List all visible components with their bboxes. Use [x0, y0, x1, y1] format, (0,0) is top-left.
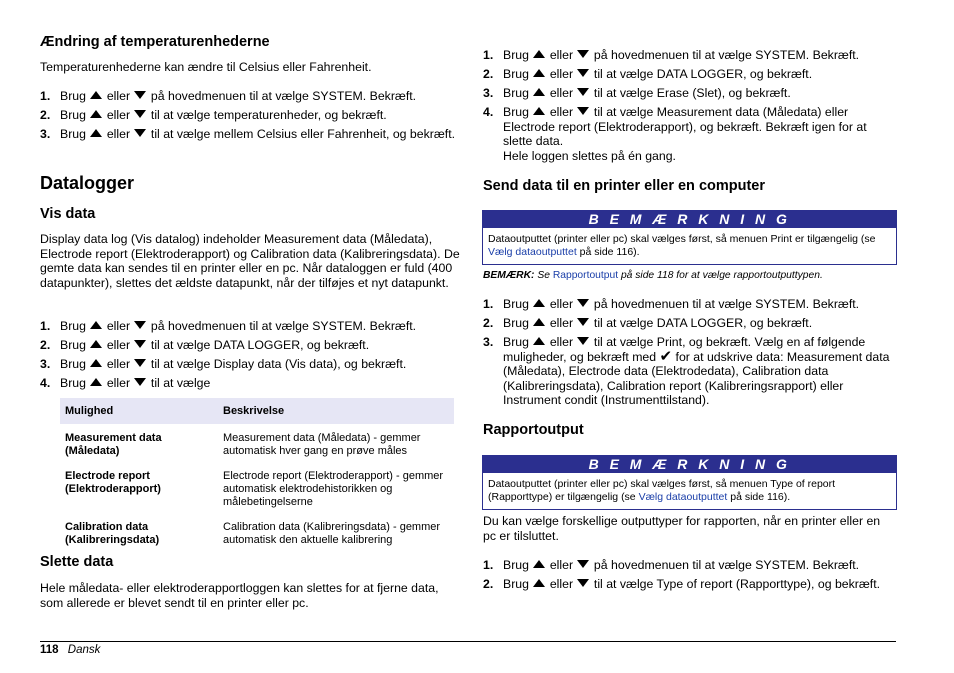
list-item: 3. Brug eller til at vælge Print, og bekræft. Vælg en af følgende muligheder, og bekræft med ✔ for at udskrive data: Measurement data (Måledata), Electrode data (Elektrodedata), Calibration data (Kalibreringsdata), Calibration report (Kalibreringsrapport) eller Instrument condit (Instrumenttilstand).	[483, 335, 890, 407]
up-arrow-icon	[533, 337, 545, 345]
down-arrow-icon	[134, 359, 146, 367]
note-body: Dataoutputtet (printer eller pc) skal vælges først, så menuen Type of report (Rapporttype) er tilgængelig (se Vælg dataoutputtet på side 116).	[488, 478, 836, 503]
list-item: 2. Brug eller til at vælge DATA LOGGER, og bekræft.	[483, 316, 813, 330]
up-arrow-icon	[90, 91, 102, 99]
down-arrow-icon	[577, 579, 589, 587]
remark: BEMÆRK: Se Rapportoutput på side 118 for at vælge rapportoutputtypen.	[483, 270, 823, 281]
down-arrow-icon	[134, 129, 146, 137]
down-arrow-icon	[577, 50, 589, 58]
table-header: Beskrivelse	[218, 398, 454, 424]
link-vaelg-dataoutputtet[interactable]: Vælg dataoutputtet	[638, 490, 728, 503]
erase-result: Hele loggen slettes på én gang.	[503, 148, 676, 163]
send-steps	[483, 297, 895, 412]
footer	[40, 643, 100, 658]
list-item: 3. Brug eller til at vælge Display data (Vis data), og bekræft.	[40, 357, 407, 371]
up-arrow-icon	[533, 299, 545, 307]
list-item: 4. Brug eller til at vælge Measurement data (Måledata) eller Electrode report (Elektroderapport), og bekræft. Bekræft igen for at slette data. Hele loggen slettes på én gang.	[483, 105, 867, 163]
list-item: 2. Brug eller til at vælge Type of report (Rapporttype), og bekræft.	[483, 577, 881, 591]
table-row	[60, 424, 454, 462]
link-vaelg-dataoutputtet[interactable]: Vælg dataoutputtet	[488, 245, 577, 258]
down-arrow-icon	[134, 321, 146, 329]
up-arrow-icon	[90, 321, 102, 329]
vis-intro: Display data log (Vis datalog) indeholder Measurement data (Måledata), Electrode report (Elektroderapport) og Calibration data (Kalibreringsdata). De gemte data kan sendes til en printer eller en pc. Når dataloggen er fuld (400 datapunkter), slettes det ældste datapunkt, når der tilføjes et nyt datapunkt.	[40, 232, 460, 290]
rapport-intro: Du kan vælge forskellige outputtyper for rapporten, når en printer eller en pc er tilsluttet.	[483, 514, 881, 543]
up-arrow-icon	[533, 318, 545, 326]
page-number: 118	[40, 644, 59, 656]
send-heading: Send data til en printer eller en computer	[483, 178, 766, 194]
up-arrow-icon	[90, 378, 102, 386]
footer-divider	[40, 641, 896, 642]
link-rapportoutput[interactable]: Rapportoutput	[552, 270, 619, 281]
note-box	[482, 210, 897, 265]
down-arrow-icon	[577, 560, 589, 568]
vis-heading: Vis data	[40, 206, 96, 222]
datalogger-heading: Datalogger	[40, 173, 135, 193]
up-arrow-icon	[90, 340, 102, 348]
down-arrow-icon	[134, 340, 146, 348]
rapport-heading: Rapportoutput	[483, 422, 584, 438]
erase-steps	[483, 48, 895, 168]
note-title: B E M Æ R K N I N G	[483, 456, 896, 473]
up-arrow-icon	[533, 560, 545, 568]
down-arrow-icon	[134, 110, 146, 118]
table-cell-desc: Calibration data (Kalibreringsdata) - gemmer automatisk den aktuelle kalibrering	[223, 521, 441, 546]
table-cell-option: Electrode report (Elektroderapport)	[65, 470, 161, 495]
table-cell-desc: Measurement data (Måledata) - gemmer automatisk hver gang en prøve måles	[223, 432, 421, 457]
down-arrow-icon	[577, 318, 589, 326]
table-header-row	[60, 398, 454, 424]
temp-intro: Temperaturenhederne kan ændre til Celsius eller Fahrenheit.	[40, 60, 372, 74]
slette-intro: Hele måledata- eller elektroderapportloggen kan slettes for at fjerne data, som allerede er blevet sendt til en printer eller pc.	[40, 581, 439, 610]
down-arrow-icon	[577, 299, 589, 307]
footer-language: Dansk	[67, 644, 101, 656]
table-row	[60, 513, 454, 551]
table-cell-desc: Electrode report (Elektroderapport) - gemmer automatisk elektrodehistorikken og målebetingelserne	[223, 470, 444, 508]
up-arrow-icon	[533, 69, 545, 77]
list-item: 4. Brug eller til at vælge	[40, 376, 211, 390]
up-arrow-icon	[533, 107, 545, 115]
note-body: Dataoutputtet (printer eller pc) skal vælges først, så menuen Print er tilgængelig (se Vælg dataoutputtet på side 116).	[488, 233, 876, 258]
list-item: 2. Brug eller til at vælge temperaturenheder, og bekræft.	[40, 108, 387, 122]
list-item: 1. Brug eller på hovedmenuen til at vælge SYSTEM. Bekræft.	[40, 89, 417, 103]
down-arrow-icon	[134, 91, 146, 99]
up-arrow-icon	[533, 50, 545, 58]
up-arrow-icon	[533, 579, 545, 587]
up-arrow-icon	[90, 359, 102, 367]
list-item: 1. Brug eller på hovedmenuen til at vælge SYSTEM. Bekræft.	[483, 48, 860, 62]
table-header: Mulighed	[60, 398, 218, 424]
temp-steps	[40, 89, 460, 146]
down-arrow-icon	[577, 69, 589, 77]
table-row	[60, 462, 454, 513]
down-arrow-icon	[577, 107, 589, 115]
table-cell-option: Measurement data (Måledata)	[65, 432, 162, 457]
list-item: 3. Brug eller til at vælge mellem Celsius eller Fahrenheit, og bekræft.	[40, 127, 456, 141]
up-arrow-icon	[90, 129, 102, 137]
list-item: 1. Brug eller på hovedmenuen til at vælge SYSTEM. Bekræft.	[483, 297, 860, 311]
down-arrow-icon	[577, 88, 589, 96]
slette-heading: Slette data	[40, 554, 114, 570]
note-title: B E M Æ R K N I N G	[483, 211, 896, 228]
list-item: 2. Brug eller til at vælge DATA LOGGER, og bekræft.	[483, 67, 813, 81]
up-arrow-icon	[90, 110, 102, 118]
table-cell-option: Calibration data (Kalibreringsdata)	[65, 521, 160, 546]
list-item: 1. Brug eller på hovedmenuen til at vælge SYSTEM. Bekræft.	[40, 319, 417, 333]
temp-heading: Ændring af temperaturenhederne	[40, 34, 270, 50]
options-table	[60, 398, 454, 551]
list-item: 1. Brug eller på hovedmenuen til at vælge SYSTEM. Bekræft.	[483, 558, 860, 572]
note-box-2	[482, 455, 897, 510]
up-arrow-icon	[533, 88, 545, 96]
vis-steps	[40, 319, 460, 395]
list-item: 3. Brug eller til at vælge Erase (Slet), og bekræft.	[483, 86, 791, 100]
rapport-steps	[483, 558, 895, 596]
list-item: 2. Brug eller til at vælge DATA LOGGER, og bekræft.	[40, 338, 370, 352]
down-arrow-icon	[577, 337, 589, 345]
down-arrow-icon	[134, 378, 146, 386]
checkmark-icon: ✔	[659, 347, 673, 365]
